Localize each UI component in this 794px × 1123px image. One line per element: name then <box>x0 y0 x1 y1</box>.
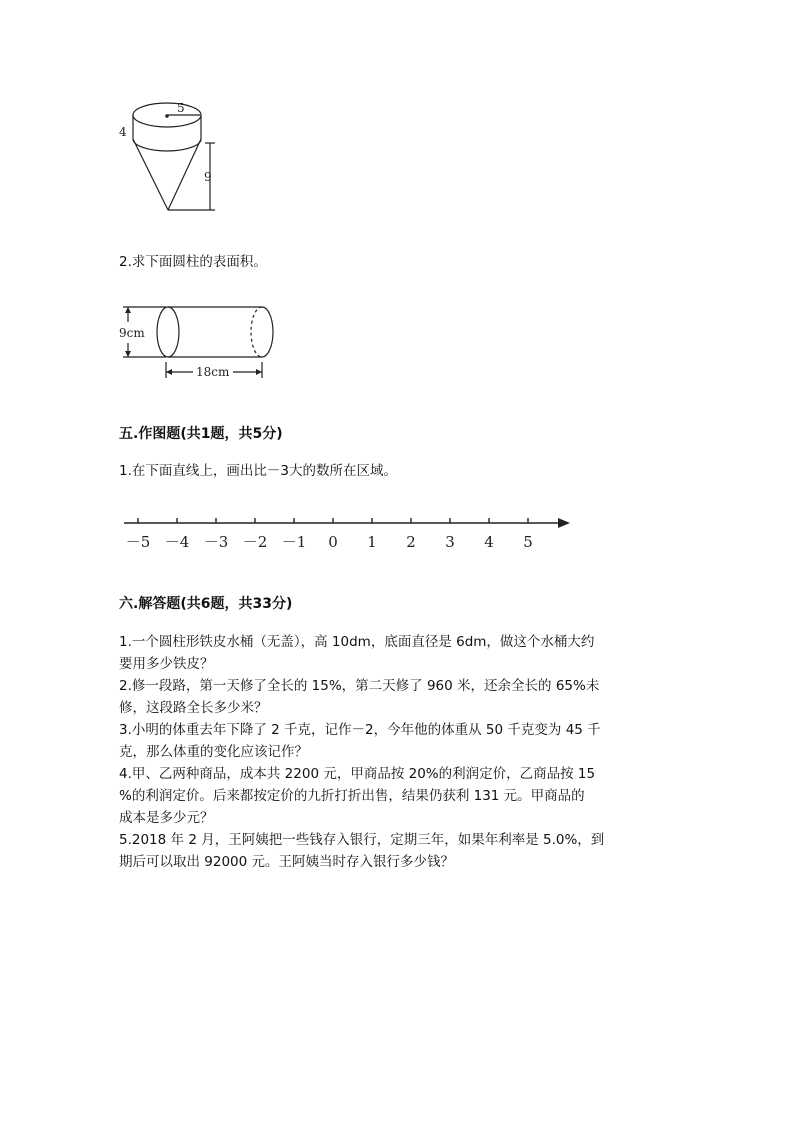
question-line: 5.2018 年 2 月，王阿姨把一些钱存入银行，定期三年，如果年利率是 5.0%，到 <box>119 832 605 848</box>
number-line-label: －1 <box>281 533 307 551</box>
cylinder-cone-figure <box>110 90 230 215</box>
number-line-label: 5 <box>523 533 533 551</box>
question-line: 成本是多少元？ <box>119 810 214 826</box>
cylinder-height-label: 4 <box>119 125 127 139</box>
question-line: %的利润定价。后来都按定价的九折打折出售，结果仍获利 131 元。甲商品的 <box>119 788 585 804</box>
section-5-question-1: 1.在下面直线上，画出比－3大的数所在区域。 <box>119 463 397 479</box>
question-line: 4.甲、乙两种商品，成本共 2200 元，甲商品按 20%的利润定价，乙商品按 15 <box>119 766 596 782</box>
number-line-label: －5 <box>125 533 151 551</box>
question-line: 克，那么体重的变化应该记作？ <box>119 744 308 760</box>
question-line: 1.一个圆柱形铁皮水桶（无盖），高 10dm，底面直径是 6dm，做这个水桶大约 <box>119 634 595 650</box>
number-line-label: －2 <box>242 533 268 551</box>
number-line-label: 1 <box>367 533 377 551</box>
question-2: 2.求下面圆柱的表面积。 <box>119 254 267 270</box>
number-line-label: 4 <box>484 533 494 551</box>
section-6-questions <box>119 631 679 873</box>
length-label: 18cm <box>196 365 230 379</box>
number-line <box>118 508 578 556</box>
cone-height-label: 9 <box>204 170 212 184</box>
number-line-label: －3 <box>203 533 229 551</box>
question-line: 2.修一段路，第一天修了全长的 15%，第二天修了 960 米，还余全长的 65%未 <box>119 678 600 694</box>
section-5-title: 五.作图题(共1题，共5分) <box>119 426 283 442</box>
question-line: 期后可以取出 92000 元。王阿姨当时存入银行多少钱？ <box>119 854 455 870</box>
radius-label: 5 <box>177 101 185 115</box>
question-line: 修，这段路全长多少米？ <box>119 700 268 716</box>
number-line-label: 3 <box>445 533 455 551</box>
number-line-label: －4 <box>164 533 190 551</box>
section-6-title: 六.解答题(共6题，共33分) <box>119 596 293 612</box>
number-line-label: 2 <box>406 533 416 551</box>
cylinder-figure <box>118 300 278 382</box>
number-line-label: 0 <box>328 533 338 551</box>
question-line: 要用多少铁皮？ <box>119 656 214 672</box>
diameter-label: 9cm <box>119 326 145 340</box>
question-line: 3.小明的体重去年下降了 2 千克，记作－2，今年他的体重从 50 千克变为 45 千 <box>119 722 601 738</box>
